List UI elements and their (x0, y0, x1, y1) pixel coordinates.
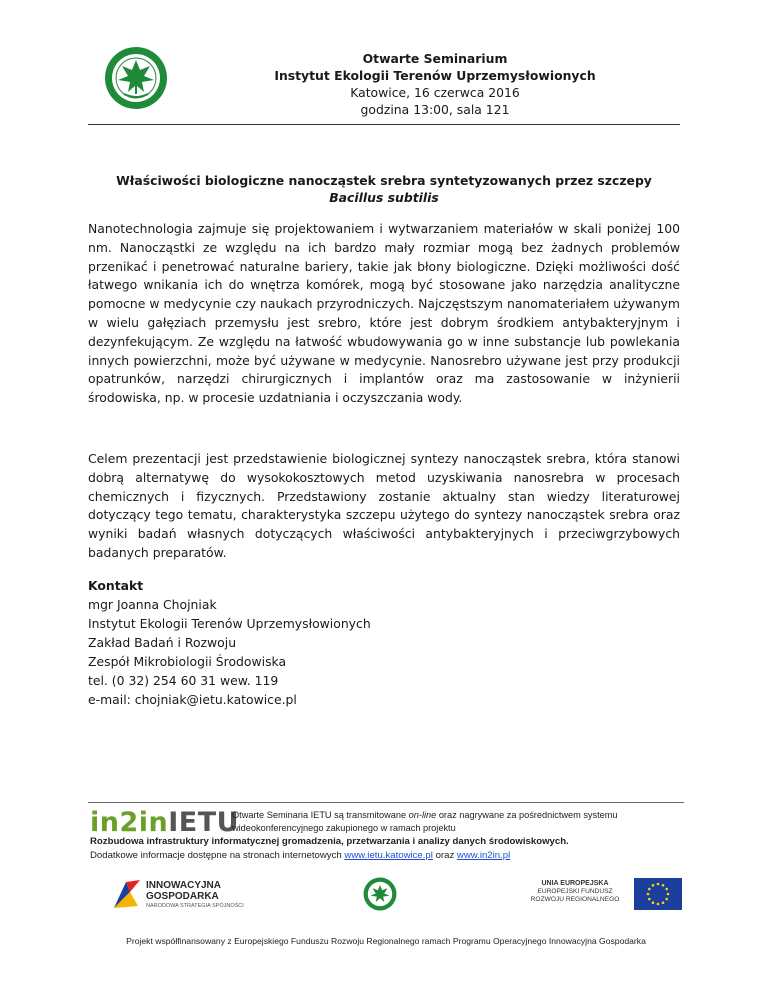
eu-line-2: ROZWOJU REGIONALNEGO (530, 896, 620, 903)
funding-statement: Projekt współfinansowany z Europejskiego Funduszu Rozwoju Regionalnego ramach Programu Operacyjnego Innowacyjna Gospodarka (126, 936, 646, 946)
ietu-small-logo-icon (363, 877, 397, 911)
innowacyjna-gospodarka-mark-icon (112, 878, 142, 910)
transmission-note-text-1: Otwarte Seminaria IETU są transmitowane (232, 810, 409, 820)
header-divider (88, 124, 680, 125)
eu-flag-icon (634, 878, 682, 910)
contact-phone: tel. (0 32) 254 60 31 wew. 119 (88, 673, 279, 688)
contact-heading: Kontakt (88, 578, 144, 593)
innowacyjna-gospodarka-text (146, 880, 221, 902)
more-info-line (90, 849, 690, 863)
seminar-label: Otwarte Seminarium (362, 51, 508, 66)
transmission-note-text-2: oraz nagrywane za pośrednictwem systemu wideokonferencyjnego zakupionego w ramach projektu (232, 810, 618, 833)
ig-line-1: INNOWACYJNA (146, 880, 222, 891)
eu-fund-text (520, 880, 630, 904)
abstract-paragraph-1: Nanotechnologia zajmuje się projektowaniem i wytwarzaniem materiałów w skali poniżej 100 nm. Nanocząstki ze względu na ich bardzo mały rozmiar mogą bez żadnych problemów przenikać i penetrować naturalne bariery, takie jak błony biologiczne. Dzięki możliwości dość łatwego wnikania ich do wnętrza komórek, mogą być stosowane jako narzędzia analityczne pomocne w medycynie czy naukach przyrodniczych. Najczęstszym nanomateriałem używanym w wielu gałęziach przemysłu jest srebro, które jest dobrym środkiem antybakteryjnym i dezynfekującym. Ze względu na łatwość wbudowywania go w inne substancje lub powlekania innych powierzchni, może być używane w medycynie. Nanosrebro używane jest przy produkcji opatrunków, narzędzi chirurgicznych i implantów oraz ma zastosowanie w inżynierii środowiska, np. w procesie uzdatniania i oczyszczania wody. (88, 221, 680, 406)
contact-team: Zespół Mikrobiologii Środowiska (88, 654, 287, 669)
contact-email: e-mail: chojniak@ietu.katowice.pl (88, 692, 297, 707)
ig-subtitle: NARODOWA STRATEGIA SPÓJNOŚCI (146, 903, 244, 909)
talk-title-line1: Właściwości biologiczne nanocząstek srebra syntetyzowanych przez szczepy (116, 173, 652, 188)
institute-name: Instytut Ekologii Terenów Uprzemysłowionych (274, 68, 596, 83)
contact-block (88, 576, 680, 709)
contact-department: Zakład Badań i Rozwoju (88, 635, 237, 650)
footer-divider (88, 802, 684, 803)
more-info-prefix: Dodatkowe informacje dostępne na stronach internetowych (90, 850, 345, 861)
ig-line-2: GOSPODARKA (146, 891, 219, 902)
seminar-header (190, 50, 680, 118)
seminar-time-room: godzina 13:00, sala 121 (360, 102, 510, 117)
abstract-paragraph-2: Celem prezentacji jest przedstawienie biologicznej syntezy nanocząstek srebra, która stanowi dobrą alternatywę do wysokokosztowych metod uzyskiwania nanosrebra w procesach chemicznych i fizycznych. Przedstawiony zostanie aktualny stan wiedzy literaturowej dotyczący tego tematu, charakterystyka szczepu użytego do syntezy nanocząstek srebra oraz wyniki badań własnych dotyczących właściwości antybakteryjnych i przeciwgrzybowych badanych preparatów. (88, 451, 680, 560)
ietu-leaf-logo-icon (104, 46, 168, 110)
eu-line-1: EUROPEJSKI FUNDUSZ (537, 888, 613, 895)
innowacyjna-gospodarka-logo (112, 876, 242, 912)
contact-name: mgr Joanna Chojniak (88, 597, 217, 612)
talk-title (88, 172, 680, 206)
eu-title: UNIA EUROPEJSKA (541, 880, 609, 887)
transmission-note-online: on-line (408, 810, 437, 820)
more-info-conjunction: oraz (432, 850, 457, 861)
in2in-logo-part1: in2in (90, 807, 169, 838)
in2in-website-link[interactable]: www.in2in.pl (456, 850, 511, 861)
transmission-note (232, 809, 692, 835)
contact-institute: Instytut Ekologii Terenów Uprzemysłowionych (88, 616, 371, 631)
project-title: Rozbudowa infrastruktury informatycznej gromadzenia, przetwarzania i analizy danych środowiskowych. (90, 836, 569, 847)
talk-title-species: Bacillus subtilis (329, 190, 439, 205)
in2in-logo-part2: IETU (168, 807, 240, 838)
ietu-website-link[interactable]: www.ietu.katowice.pl (344, 850, 433, 861)
in2in-ietu-logo (90, 807, 239, 838)
seminar-date: Katowice, 16 czerwca 2016 (350, 85, 520, 100)
